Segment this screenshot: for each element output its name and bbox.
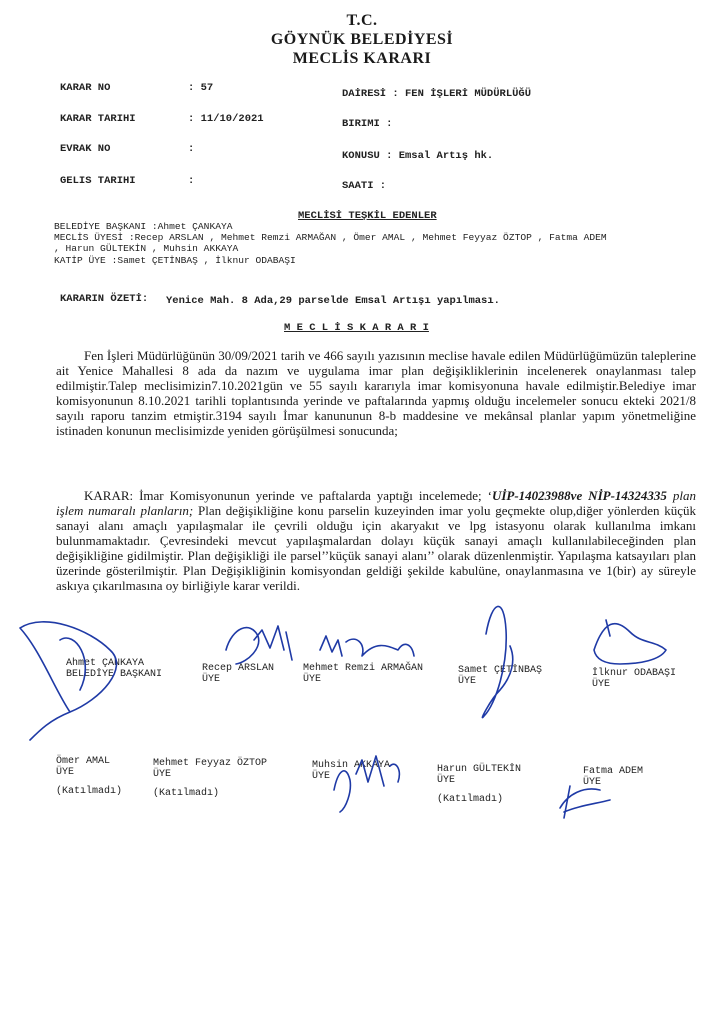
signature-name: Mehmet Feyyaz ÖZTOP xyxy=(153,758,268,769)
karar-no-value: : 57 xyxy=(188,82,214,94)
signature-note: (Katılmadı) xyxy=(437,794,504,805)
ozet-label: KARARIN ÖZETİ: xyxy=(60,293,149,305)
signature-note: (Katılmadı) xyxy=(153,788,220,799)
signature-block-baskan xyxy=(66,658,162,680)
signature-block-fatma xyxy=(583,766,643,788)
dairesi: DAİRESİ : FEN İŞLERİ MÜDÜRLÜĞÜ xyxy=(342,88,532,100)
gelis-tarihi-value: : xyxy=(188,175,195,187)
signature-title: ÜYE xyxy=(592,679,611,690)
signature-name: Muhsin AKKAYA xyxy=(312,760,391,771)
signature-title: ÜYE xyxy=(458,676,477,687)
teskil-uyeler: MECLİS ÜYESİ :Recep ARSLAN , Mehmet Remzi ARMAĞAN , Ömer AMAL , Mehmet Feyyaz ÖZTOP , Fatma ADEM xyxy=(54,232,607,243)
birimi: BIRIMI : xyxy=(342,118,393,130)
evrak-no-label: EVRAK NO xyxy=(60,143,111,155)
body-paragraph-1 xyxy=(56,348,696,438)
signature-scrawl-baskan xyxy=(20,622,116,740)
signature-name: Fatma ADEM xyxy=(583,766,644,777)
signature-title: ÜYE xyxy=(583,777,602,788)
paragraph-2-intro: KARAR: İmar Komisyonunun yerinde ve paftalarda yaptığı incelemede; ‘ xyxy=(84,488,492,503)
karar-tarihi-label: KARAR TARIHI xyxy=(60,113,136,125)
signature-name: Recep ARSLAN xyxy=(202,663,275,674)
paragraph-2-body: Plan değişikliğine konu parselin kuzeyinden imar yolu geçmekte olup,diğer yönlerden küçük sanayi alanı amaçlı yapılaşmalar ile çevrili olduğu için akaryakıt ve lpg istasyonu olarak kullanılma imkanı bulunmamaktadır. Çevresindeki mevcut yapılaşmalardan dolayı küçük sanayi amaçlı kullanılabileceğinden plan değişikliğine gidilmiştir. Plan değişikliği ile parsel’’küçük sanayi alanı’’ olarak düzenlenmiştir. Yapılaşma katsayıları plan üzerinde gösterilmiştir. Plan Değişikliğinin komisyondan geldiği şekilde kabulüne, onaylanmasına ve 1(bir) ay süreyle askıya çıkarılmasına oy birliğiyle karar verildi. xyxy=(56,503,696,593)
signature-title: ÜYE xyxy=(303,674,322,685)
konusu: KONUSU : Emsal Artış hk. xyxy=(342,150,494,162)
plan-reference-desc: plan işlem numaralı planların; xyxy=(56,488,696,518)
teskil-title: MECLİSİ TEŞKİL EDENLER xyxy=(298,210,437,222)
signature-title: ÜYE xyxy=(437,775,456,786)
header-municipality: GÖYNÜK BELEDİYESİ xyxy=(270,31,454,48)
signature-name: İlknur ODABAŞI xyxy=(592,668,677,679)
signature-block-muhsin xyxy=(312,760,390,782)
signature-name: Ahmet ÇANKAYA xyxy=(66,658,145,669)
teskil-uyeler-cont: , Harun GÜLTEKİN , Muhsin AKKAYA xyxy=(54,243,239,254)
signature-scrawl-samet xyxy=(482,606,512,717)
signature-scrawl-mehmet-remzi xyxy=(320,636,414,656)
paragraph-2-text xyxy=(56,488,696,593)
evrak-no-value: : xyxy=(188,143,195,155)
signature-block-harun xyxy=(437,764,521,805)
signature-block-samet xyxy=(458,665,542,687)
signature-block-mehmet-feyyaz xyxy=(153,758,267,799)
signature-block-recep xyxy=(202,663,274,685)
karar-no-label: KARAR NO xyxy=(60,82,111,94)
ozet-text: Yenice Mah. 8 Ada,29 parselde Emsal Artışı yapılması. xyxy=(166,295,500,307)
section-title: M E C L İ S K A R A R I xyxy=(284,322,429,334)
plan-reference-code: UİP-14023988ve NİP-14324335 xyxy=(491,488,667,503)
saati: SAATI : xyxy=(342,180,387,192)
signature-title: ÜYE xyxy=(312,771,331,782)
signature-title: BELEDİYE BAŞKANI xyxy=(66,669,163,680)
signature-title: ÜYE xyxy=(153,769,172,780)
signature-name: Ömer AMAL xyxy=(56,756,111,767)
signature-block-omer xyxy=(56,756,122,797)
signature-title: ÜYE xyxy=(56,767,75,778)
paragraph-1-text: Fen İşleri Müdürlüğünün 30/09/2021 tarih ve 466 sayılı yazısının meclise havale edilen Müdürlüğümüzün taleplerine ait Yenice Mahallesi 8 ada da nazım ve uygulama imar plan değişikliklerinin incelenerek onaylanması talep edilmiştir.Talep meclisimizin7.10.2021gün ve 55 sayılı kararıyla imar komisyonuna havale edilmiştir.Belediye imar komisyonunun 8.10.2021 tarihli toplantısında yerinde ve paftalarında yapmış olduğu incelemeler sonucu ekteki 2021/8 sayılı raporu tanzim etmiştir.3194 sayılı İmar kanununun 8-b maddesine ve mekânsal planlar yapım yönetmeliğine istinaden konunun meclisimizde yeniden görüşülmesi sonucunda; xyxy=(56,348,696,438)
header-title: MECLİS KARARI xyxy=(292,50,432,67)
signature-block-mehmet-remzi xyxy=(303,663,423,685)
signature-block-ilknur xyxy=(592,668,676,690)
signature-name: Harun GÜLTEKİN xyxy=(437,764,522,775)
signature-scrawl-ilknur xyxy=(594,620,666,664)
signature-scrawl-fatma xyxy=(560,786,610,818)
signature-title: ÜYE xyxy=(202,674,221,685)
teskil-katip: KATİP ÜYE :Samet ÇETİNBAŞ , İlknur ODABAŞI xyxy=(54,255,296,266)
gelis-tarihi-label: GELIS TARIHI xyxy=(60,175,136,187)
signature-note: (Katılmadı) xyxy=(56,786,123,797)
header-tc: T.C. xyxy=(346,12,378,29)
signature-name: Mehmet Remzi ARMAĞAN xyxy=(303,663,424,674)
karar-tarihi-value: : 11/10/2021 xyxy=(188,113,264,125)
body-paragraph-2 xyxy=(56,488,696,593)
teskil-baskan: BELEDİYE BAŞKANI :Ahmet ÇANKAYA xyxy=(54,221,233,232)
signature-name: Samet ÇETİNBAŞ xyxy=(458,665,543,676)
signature-scrawl-recep xyxy=(226,626,292,664)
